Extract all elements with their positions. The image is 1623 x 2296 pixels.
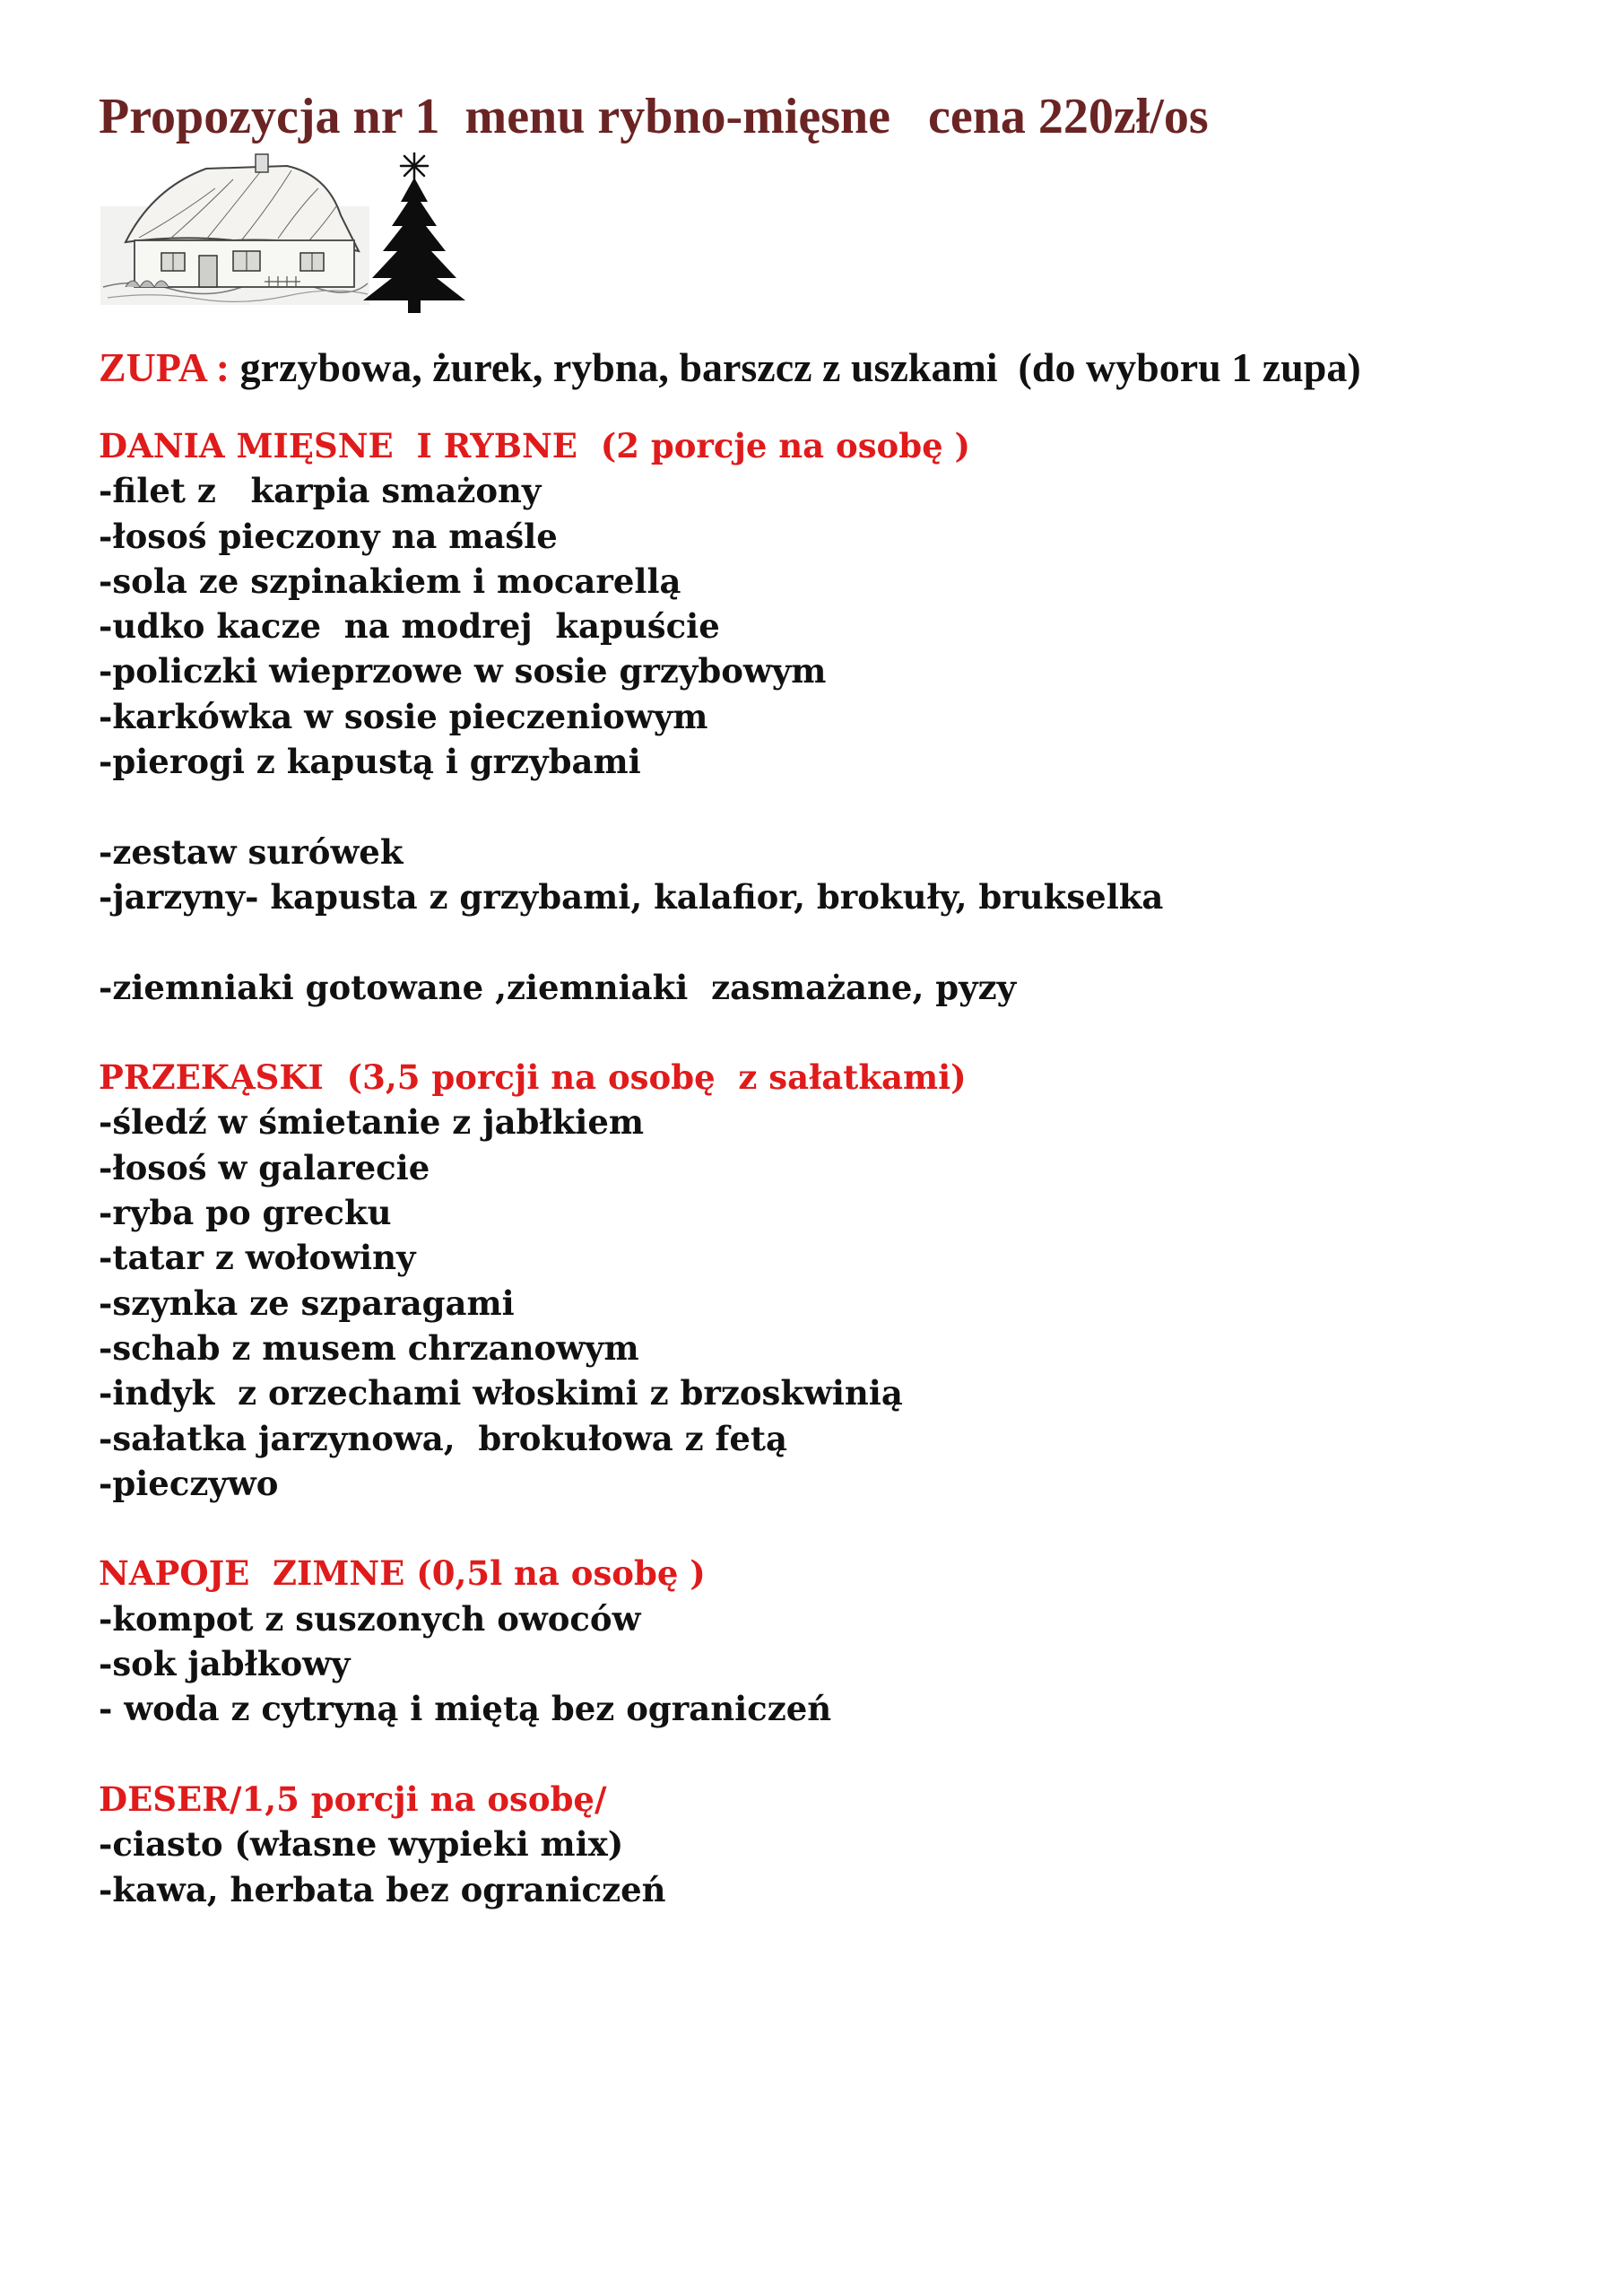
list-item: - woda z cytryną i miętą bez ograniczeń [99, 1689, 832, 1729]
list-item: -udko kacze na modrej kapuście [99, 606, 720, 647]
list-item: -tatar z wołowiny [99, 1238, 416, 1278]
list-item: -pieczywo [99, 1463, 279, 1503]
spacer [99, 919, 1533, 964]
section-heading-drinks: NAPOJE ZIMNE (0,5l na osobę ) [99, 1553, 706, 1594]
header-illustration [99, 152, 493, 314]
spacer [99, 1732, 1533, 1777]
list-item: -ziemniaki gotowane ,ziemniaki zasmażane, pyzy [99, 967, 1017, 1007]
list-item: -łosoś w galarecie [99, 1147, 430, 1187]
page-title: Propozycja nr 1 menu rybno-mięsne cena 220zł/os [99, 89, 1209, 144]
list-item: -filet z karpia smażony [99, 471, 542, 511]
list-item: -ryba po grecku [99, 1193, 392, 1233]
list-item: -śledź w śmietanie z jabłkiem [99, 1102, 645, 1143]
spacer [99, 1010, 1533, 1055]
spacer [99, 1506, 1533, 1551]
list-item: -indyk z orzechami włoskimi z brzoskwinią [99, 1373, 903, 1413]
soup-options: grzybowa, żurek, rybna, barszcz z uszkami (do wyboru 1 zupa) [230, 344, 1361, 390]
list-item: -zestaw surówek [99, 831, 404, 872]
list-item: -sałatka jarzynowa, brokułowa z fetą [99, 1418, 787, 1458]
soup-line [99, 343, 1361, 393]
section-heading-main-dishes: DANIA MIĘSNE I RYBNE (2 porcje na osobę ) [99, 426, 971, 465]
list-item: -pierogi z kapustą i grzybami [99, 742, 641, 782]
list-item: -kompot z suszonych owoców [99, 1598, 641, 1639]
list-item: -ciasto (własne wypieki mix) [99, 1824, 624, 1865]
christmas-tree-icon [354, 152, 480, 314]
soup-label: ZUPA : [99, 344, 230, 390]
menu-content [99, 423, 1533, 1912]
list-item: -sok jabłkowy [99, 1644, 351, 1684]
section-heading-dessert: DESER/1,5 porcji na osobę/ [99, 1779, 607, 1819]
list-item: -schab z musem chrzanowym [99, 1327, 639, 1368]
list-item: -kawa, herbata bez ograniczeń [99, 1869, 666, 1909]
list-item: -karkówka w sosie pieczeniowym [99, 696, 708, 736]
spacer [99, 784, 1533, 829]
list-item: -sola ze szpinakiem i mocarellą [99, 561, 681, 601]
section-heading-appetizers: PRZEKĄSKI (3,5 porcji na osobę z sałatkami) [99, 1057, 967, 1098]
list-item: -jarzyny- kapusta z grzybami, kalafior, brokuły, brukselka [99, 876, 1164, 917]
list-item: -szynka ze szparagami [99, 1283, 515, 1323]
list-item: -policzki wieprzowe w sosie grzybowym [99, 651, 827, 691]
list-item: -łosoś pieczony na maśle [99, 516, 558, 556]
